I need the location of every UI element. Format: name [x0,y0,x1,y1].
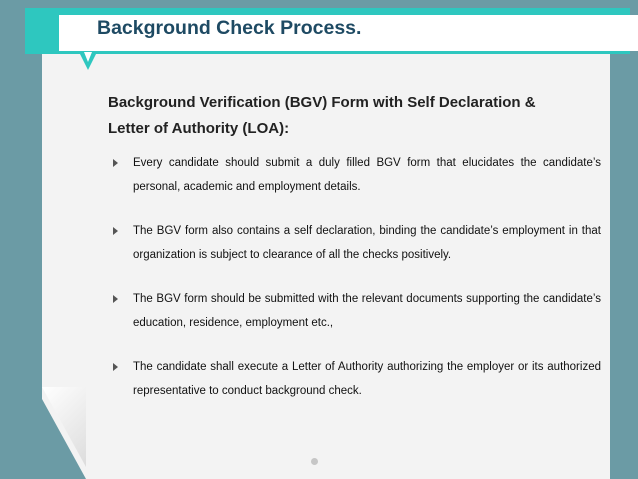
bullet-item [113,287,601,335]
title-banner-pointer-inner [84,52,92,62]
bullet-text: Every candidate should submit a duly filled BGV form that elucidates the candidate’s personal, academic and employment details. [133,157,601,193]
bullet-text: The BGV form also contains a self declaration, binding the candidate’s employment in that organization is subject to clearance of all the checks positively. [133,225,601,261]
bullet-item [113,151,601,199]
triangle-bullet-icon [113,227,118,235]
triangle-bullet-icon [113,295,118,303]
page-curl-fold [42,387,86,467]
triangle-bullet-icon [113,159,118,167]
bullet-item [113,219,601,267]
page-indicator-dot-icon [311,458,318,465]
bullet-list [113,151,601,423]
triangle-bullet-icon [113,363,118,371]
bullet-item [113,355,601,403]
slide-title: Background Check Process. [97,17,362,39]
bullet-text: The BGV form should be submitted with the relevant documents supporting the candidate’s education, residence, employment etc., [133,293,601,329]
section-heading: Background Verification (BGV) Form with Self Declaration & Letter of Authority (LOA): [108,94,536,137]
bullet-text: The candidate shall execute a Letter of Authority authorizing the employer or its authorized representative to conduct background check. [133,361,601,397]
